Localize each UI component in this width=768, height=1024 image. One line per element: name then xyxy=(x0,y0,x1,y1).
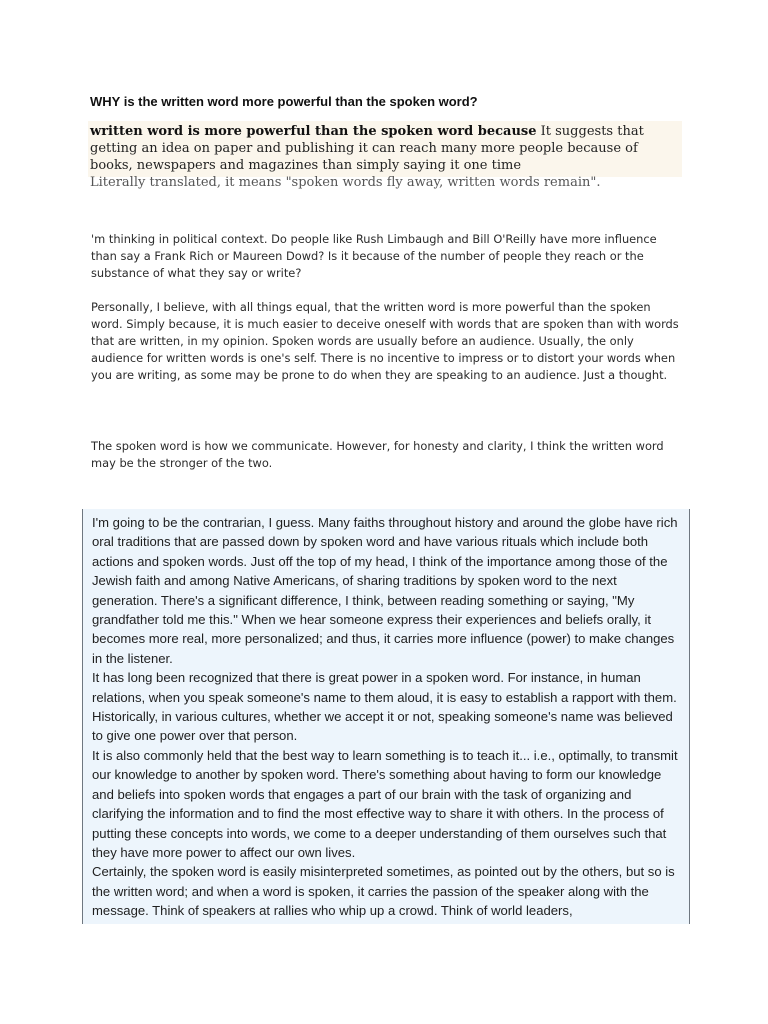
paragraph-personal-belief: Personally, I believe, with all things equal, that the written word is more powerful than the spoken word. Simply because, it is much easier to deceive oneself with words that are spoken than with words that are written, in my opinion. Spoken words are usually before an audience. Usually, the only audience for written words is one's self. There is no incentive to impress or to distort your words when you are writing, as some may be prone to do when they are speaking to an audience. Just a thought. xyxy=(91,300,679,382)
answer-paragraph-power-of-names: It has long been recognized that there is great power in a spoken word. For instance, in human relations, when you speak someone's name to them aloud, it is easy to establish a rapport with them. Historically, in various cultures, whether we accept it or not, speaking someone's name was believed to give one power over that person. xyxy=(92,670,677,744)
highlighted-answer xyxy=(88,121,682,177)
paragraph-communication: The spoken word is how we communicate. However, for honesty and clarity, I think the written word may be the stronger of the two. xyxy=(91,439,664,470)
paragraph-political-context: 'm thinking in political context. Do people like Rush Limbaugh and Bill O'Reilly have more influence than say a Frank Rich or Maureen Dowd? Is it because of the number of people they reach or the substance of what they say or write? xyxy=(91,232,657,280)
contrarian-answer-text xyxy=(92,513,684,921)
quote-text: It suggests that getting an idea on paper and publishing it can reach many more people because of books, newspapers and magazines than simply saying it one time xyxy=(90,124,644,173)
answer-paragraph-oral-traditions: I'm going to be the contrarian, I guess. Many faiths throughout history and around the globe have rich oral traditions that are passed down by spoken word and have various rituals which include both actions and spoken words. Just off the top of my head, I think of the importance among those of the Jewish faith and among Native Americans, of sharing traditions by spoken word to the next generation. There's a significant difference, I think, between reading something or saying, "My grandfather told me this." When we hear someone express their experiences and beliefs orally, it becomes more real, more personalized; and thus, it carries more influence (power) to make changes in the listener. xyxy=(92,515,678,666)
quote-bold-lead: written word is more powerful than the spoken word because xyxy=(90,124,537,139)
answer-paragraph-misinterpretation: Certainly, the spoken word is easily misinterpreted sometimes, as pointed out by the others, but so is the written word; and when a word is spoken, it carries the passion of the speaker along with the message. Think of speakers at rallies who whip up a crowd. Think of world leaders, xyxy=(92,864,675,919)
answer-paragraph-teaching: It is also commonly held that the best way to learn something is to teach it... i.e., optimally, to transmit our knowledge to another by spoken word. There's something about having to form our knowledge and beliefs into spoken words that engages a part of our brain with the task of organizing and clarifying the information and to find the most effective way to share it with others. In the process of putting these concepts into words, we come to a deeper understanding of them ourselves such that they have more power to affect our own lives. xyxy=(92,747,678,860)
quote-translation-note: Literally translated, it means "spoken words fly away, written words remain". xyxy=(90,175,601,190)
contrarian-answer-box xyxy=(82,509,690,924)
question-heading: WHY is the written word more powerful than the spoken word? xyxy=(90,94,478,109)
